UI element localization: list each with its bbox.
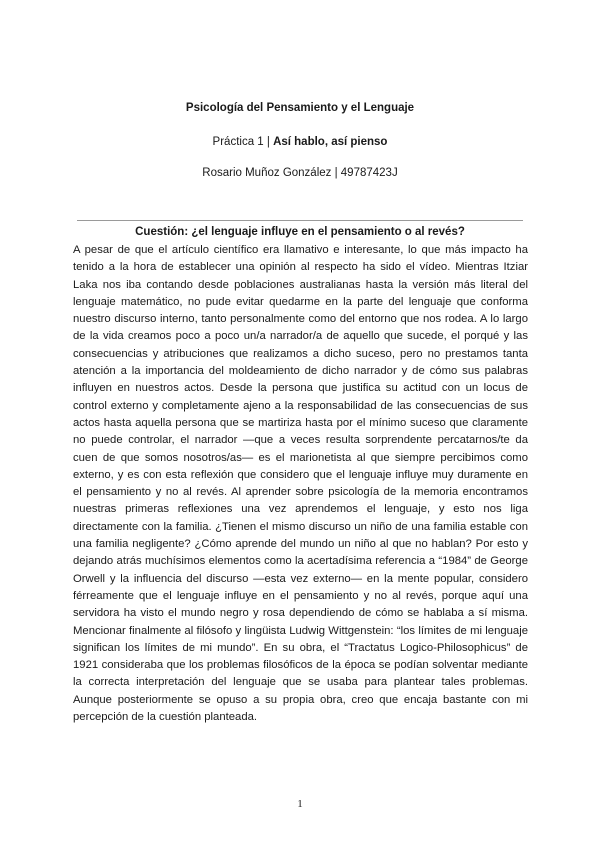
page-number: 1	[297, 798, 303, 810]
horizontal-divider	[77, 220, 523, 221]
practice-prefix: Práctica 1 |	[212, 136, 274, 148]
author-line: Rosario Muñoz González | 49787423J	[202, 167, 398, 179]
practice-title: Así hablo, así pienso	[273, 136, 388, 148]
practice-line	[0, 136, 600, 148]
question-heading: Cuestión: ¿el lenguaje influye en el pensamiento o al revés?	[135, 226, 465, 238]
body-paragraph: A pesar de que el artículo científico era llamativo e interesante, lo que más impacto ha tenido a la hora de establecer una opinión al respecto ha sido el vídeo. Mientras Itziar Laka nos iba contando desde poblaciones australianas hasta la versión más literal del lenguaje matemático, no pude evitar quedarme en la parte del lenguaje que conforma nuestro discurso interno, tanto personalmente como del entorno que nos rodea. A lo largo de la vida creamos poco a poco un/a narrador/a de aquello que sucede, el porqué y las consecuencias y atribuciones que realizamos a dicho suceso, pero no prestamos tanta atención a la importancia del moldeamiento de dicho narrador y de cómo sus palabras influyen en nuestros actos. Desde la persona que justifica su actitud con un locus de control externo y completamente ajeno a la responsabilidad de las consecuencias de sus actos hasta aquella persona que se martiriza hasta por el mínimo suceso que claramente no puede controlar, el narrador —que a veces resulta sorprendente percatarnos/te da cuen de que somos nosotros/as— es el marionetista al que siempre percibimos como externo, y es con esta reflexión que considero que el lenguaje influye muy duramente en el pensamiento y no al revés. Al aprender sobre psicología de la memoria encontramos nuestras primeras reflexiones una vez aprendemos el lenguaje, y esto nos liga directamente con la familia. ¿Tienen el mismo discurso un niño de una familia estable con una familia negligente? ¿Cómo aprende del mundo un niño al que no hablan? Por esto y dejando atrás muchísimos elementos como la acertadísima referencia a “1984” de George Orwell y la influencia del discurso —esta vez externo— en la mente popular, considero férreamente que el lenguaje influye en el pensamiento y no al revés, porque aquí una servidora ha visto el mundo negro y rosa dependiendo de cómo se hablaba a sí misma. Mencionar finalmente al filósofo y lingüista Ludwig Wittgenstein: “los límites de mi lenguaje significan los límites de mi mundo”. En su obra, el “Tractatus Logico-Philosophicus” de 1921 consideraba que los problemas filosóficos de la época se podían solventar mediante la correcta interpretación del lenguaje que se usaba para plantear tales problemas. Aunque posteriormente se opuso a su propia obra, creo que encaja bastante con mi percepción de la cuestión planteada.	[73, 244, 528, 724]
document-title: Psicología del Pensamiento y el Lenguaje	[185, 102, 415, 114]
